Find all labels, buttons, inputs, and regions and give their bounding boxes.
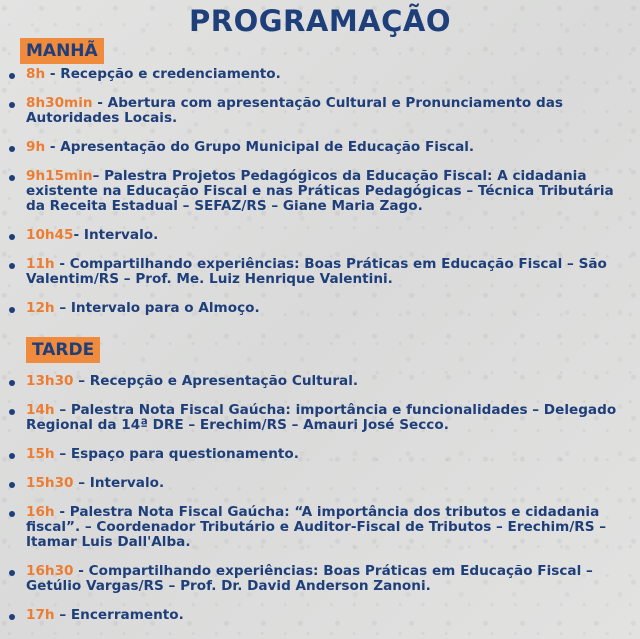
bullet-icon (9, 263, 15, 269)
item-text: - Intervalo. (73, 227, 159, 243)
item-text: – Palestra Projetos Pedagógicos da Educação Fiscal: A cidadania existente na Educação Fiscal e nas Práticas Pedagógicas – Técnica Tributária da Receita Estadual – SEFAZ/RS – Giane Maria Zago. (26, 168, 614, 214)
item-text: – Palestra Nota Fiscal Gaúcha: importância e funcionalidades – Delegado Regional da 14ª DRE – Erechim/RS – Amauri José Secco. (26, 402, 617, 433)
list-item (0, 403, 640, 433)
bullet-icon (9, 102, 15, 108)
list-item (0, 505, 640, 550)
item-time: 10h45 (26, 227, 74, 243)
list-item (0, 564, 640, 594)
item-text: - Palestra Nota Fiscal Gaúcha: “A importância dos tributos e cidadania fiscal”. – Coordenador Tributário e Auditor-Fiscal de Tributos – Erechim/RS – Itamar Luis Dall'Alba. (26, 504, 607, 550)
page-title: PROGRAMAÇÃO (189, 4, 451, 38)
list-item (0, 96, 640, 126)
bullet-icon (9, 570, 15, 576)
morning-schedule-list (0, 67, 640, 330)
bullet-icon (9, 73, 15, 79)
item-time: 11h (26, 256, 55, 272)
item-time: 17h (26, 607, 55, 623)
item-time: 15h (26, 446, 55, 462)
list-item (0, 301, 640, 316)
bullet-icon (9, 234, 15, 240)
item-text: – Recepção e Apresentação Cultural. (73, 373, 359, 389)
list-item (0, 67, 640, 82)
list-item (0, 257, 640, 287)
bullet-icon (9, 614, 15, 620)
list-item (0, 374, 640, 389)
list-item (0, 476, 640, 491)
bullet-icon (9, 409, 15, 415)
item-time: 15h30 (26, 475, 74, 491)
item-text: – Intervalo. (73, 475, 165, 491)
item-text: - Abertura com apresentação Cultural e Pronunciamento das Autoridades Locais. (26, 95, 563, 126)
item-time: 16h (26, 504, 55, 520)
item-time: 14h (26, 402, 55, 418)
afternoon-schedule-list (0, 374, 640, 637)
item-time: 8h30min (26, 95, 93, 111)
item-text: – Intervalo para o Almoço. (54, 300, 260, 316)
item-time: 13h30 (26, 373, 74, 389)
item-text: - Apresentação do Grupo Municipal de Educação Fiscal. (45, 139, 475, 155)
item-time: 9h15min (26, 168, 93, 184)
bullet-icon (9, 380, 15, 386)
item-text: - Compartilhando experiências: Boas Práticas em Educação Fiscal – São Valentim/RS – Prof. Me. Luiz Henrique Valentini. (26, 256, 607, 287)
bullet-icon (9, 453, 15, 459)
section-label-afternoon: TARDE (26, 337, 100, 363)
list-item (0, 169, 640, 214)
bullet-icon (9, 482, 15, 488)
item-text: - Recepção e credenciamento. (45, 66, 281, 82)
list-item (0, 608, 640, 623)
item-time: 12h (26, 300, 55, 316)
section-label-morning: MANHÃ (20, 38, 104, 64)
list-item (0, 228, 640, 243)
bullet-icon (9, 175, 15, 181)
list-item (0, 447, 640, 462)
bullet-icon (9, 511, 15, 517)
item-time: 9h (26, 139, 46, 155)
list-item (0, 140, 640, 155)
item-text: - Compartilhando experiências: Boas Práticas em Educação Fiscal – Getúlio Vargas/RS – Prof. Dr. David Anderson Zanoni. (26, 563, 593, 594)
item-text: – Espaço para questionamento. (54, 446, 299, 462)
item-time: 16h30 (26, 563, 74, 579)
bullet-icon (9, 307, 15, 313)
item-text: – Encerramento. (54, 607, 184, 623)
bullet-icon (9, 146, 15, 152)
item-time: 8h (26, 66, 46, 82)
